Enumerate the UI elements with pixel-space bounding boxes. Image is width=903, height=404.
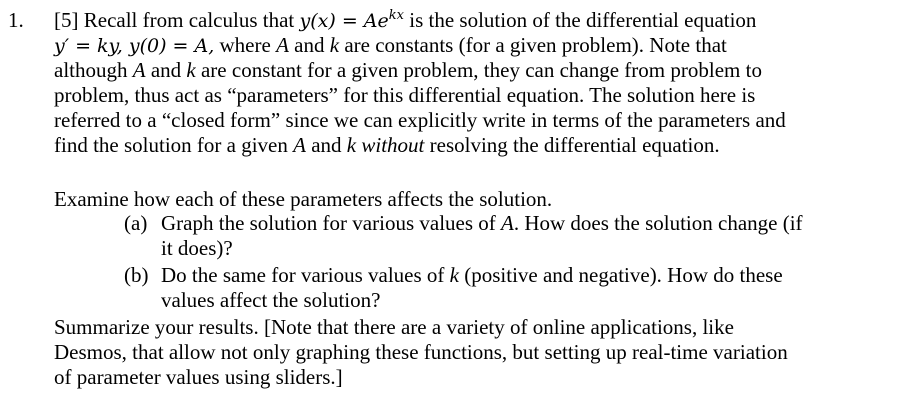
text-segment: . How does the solution change (if — [513, 211, 803, 235]
problem-line-5: referred to a “closed form” since we can explicitly write in terms of the parameters and — [54, 108, 786, 132]
text-segment: are constant for a given problem, they can change from problem to — [200, 58, 762, 82]
text-segment: are constants (for a given problem). Note that — [344, 33, 727, 57]
part-b-line-1 — [161, 263, 783, 288]
var-k: k — [186, 58, 196, 82]
problem-line-6 — [54, 133, 720, 158]
problem-line-4: problem, thus act as “parameters” for this differential equation. The solution here is — [54, 83, 756, 107]
var-A: A — [293, 133, 306, 157]
solution-formula: $y(x) = Ae^{kx}$ — [299, 8, 404, 32]
points-label: [5] — [54, 8, 79, 32]
var-A: A — [501, 211, 514, 235]
text-segment: and — [150, 58, 182, 82]
var-k: k — [329, 33, 340, 57]
text-segment: Graph the solution for various values of — [161, 211, 496, 235]
problem-line-3 — [54, 58, 762, 83]
text-segment: although — [54, 58, 128, 82]
text-segment: and — [294, 33, 325, 57]
part-a-label: (a) — [124, 211, 148, 235]
summary-line-1: Summarize your results. [Note that there are a variety of online applications, like — [54, 315, 734, 339]
problem-number: 1. — [8, 8, 24, 32]
text-segment: and — [311, 133, 342, 157]
text-segment: is the solution of the differential equation — [409, 8, 757, 32]
text-segment: Recall from calculus that — [83, 8, 295, 32]
exponent: kx — [388, 8, 404, 23]
differential-equation: y′ = ky, y(0) = A, — [54, 35, 215, 57]
examine-line: Examine how each of these parameters affects the solution. — [54, 187, 553, 211]
summary-line-2: Desmos, that allow not only graphing these functions, but setting up real-time variation — [54, 340, 788, 364]
part-b-label: (b) — [124, 263, 149, 287]
text-segment: where — [219, 33, 271, 57]
part-b-line-2: values affect the solution? — [161, 288, 381, 312]
text-segment: resolving the differential equation. — [429, 133, 720, 157]
summary-line-3: of parameter values using sliders.] — [54, 365, 343, 389]
problem-line-2 — [54, 33, 727, 59]
var-A: A — [276, 33, 289, 57]
var-A: A — [132, 58, 146, 82]
text-segment: (positive and negative). How do these — [464, 263, 783, 287]
part-a-line-1 — [161, 211, 803, 236]
problem-line-1 — [54, 8, 756, 34]
var-k: k — [346, 133, 357, 157]
part-a-line-2: it does)? — [161, 236, 233, 260]
var-k: k — [449, 263, 459, 287]
text-segment: Do the same for various values of — [161, 263, 445, 287]
text-segment: find the solution for a given — [54, 133, 288, 157]
emphasis-without: without — [361, 133, 425, 157]
